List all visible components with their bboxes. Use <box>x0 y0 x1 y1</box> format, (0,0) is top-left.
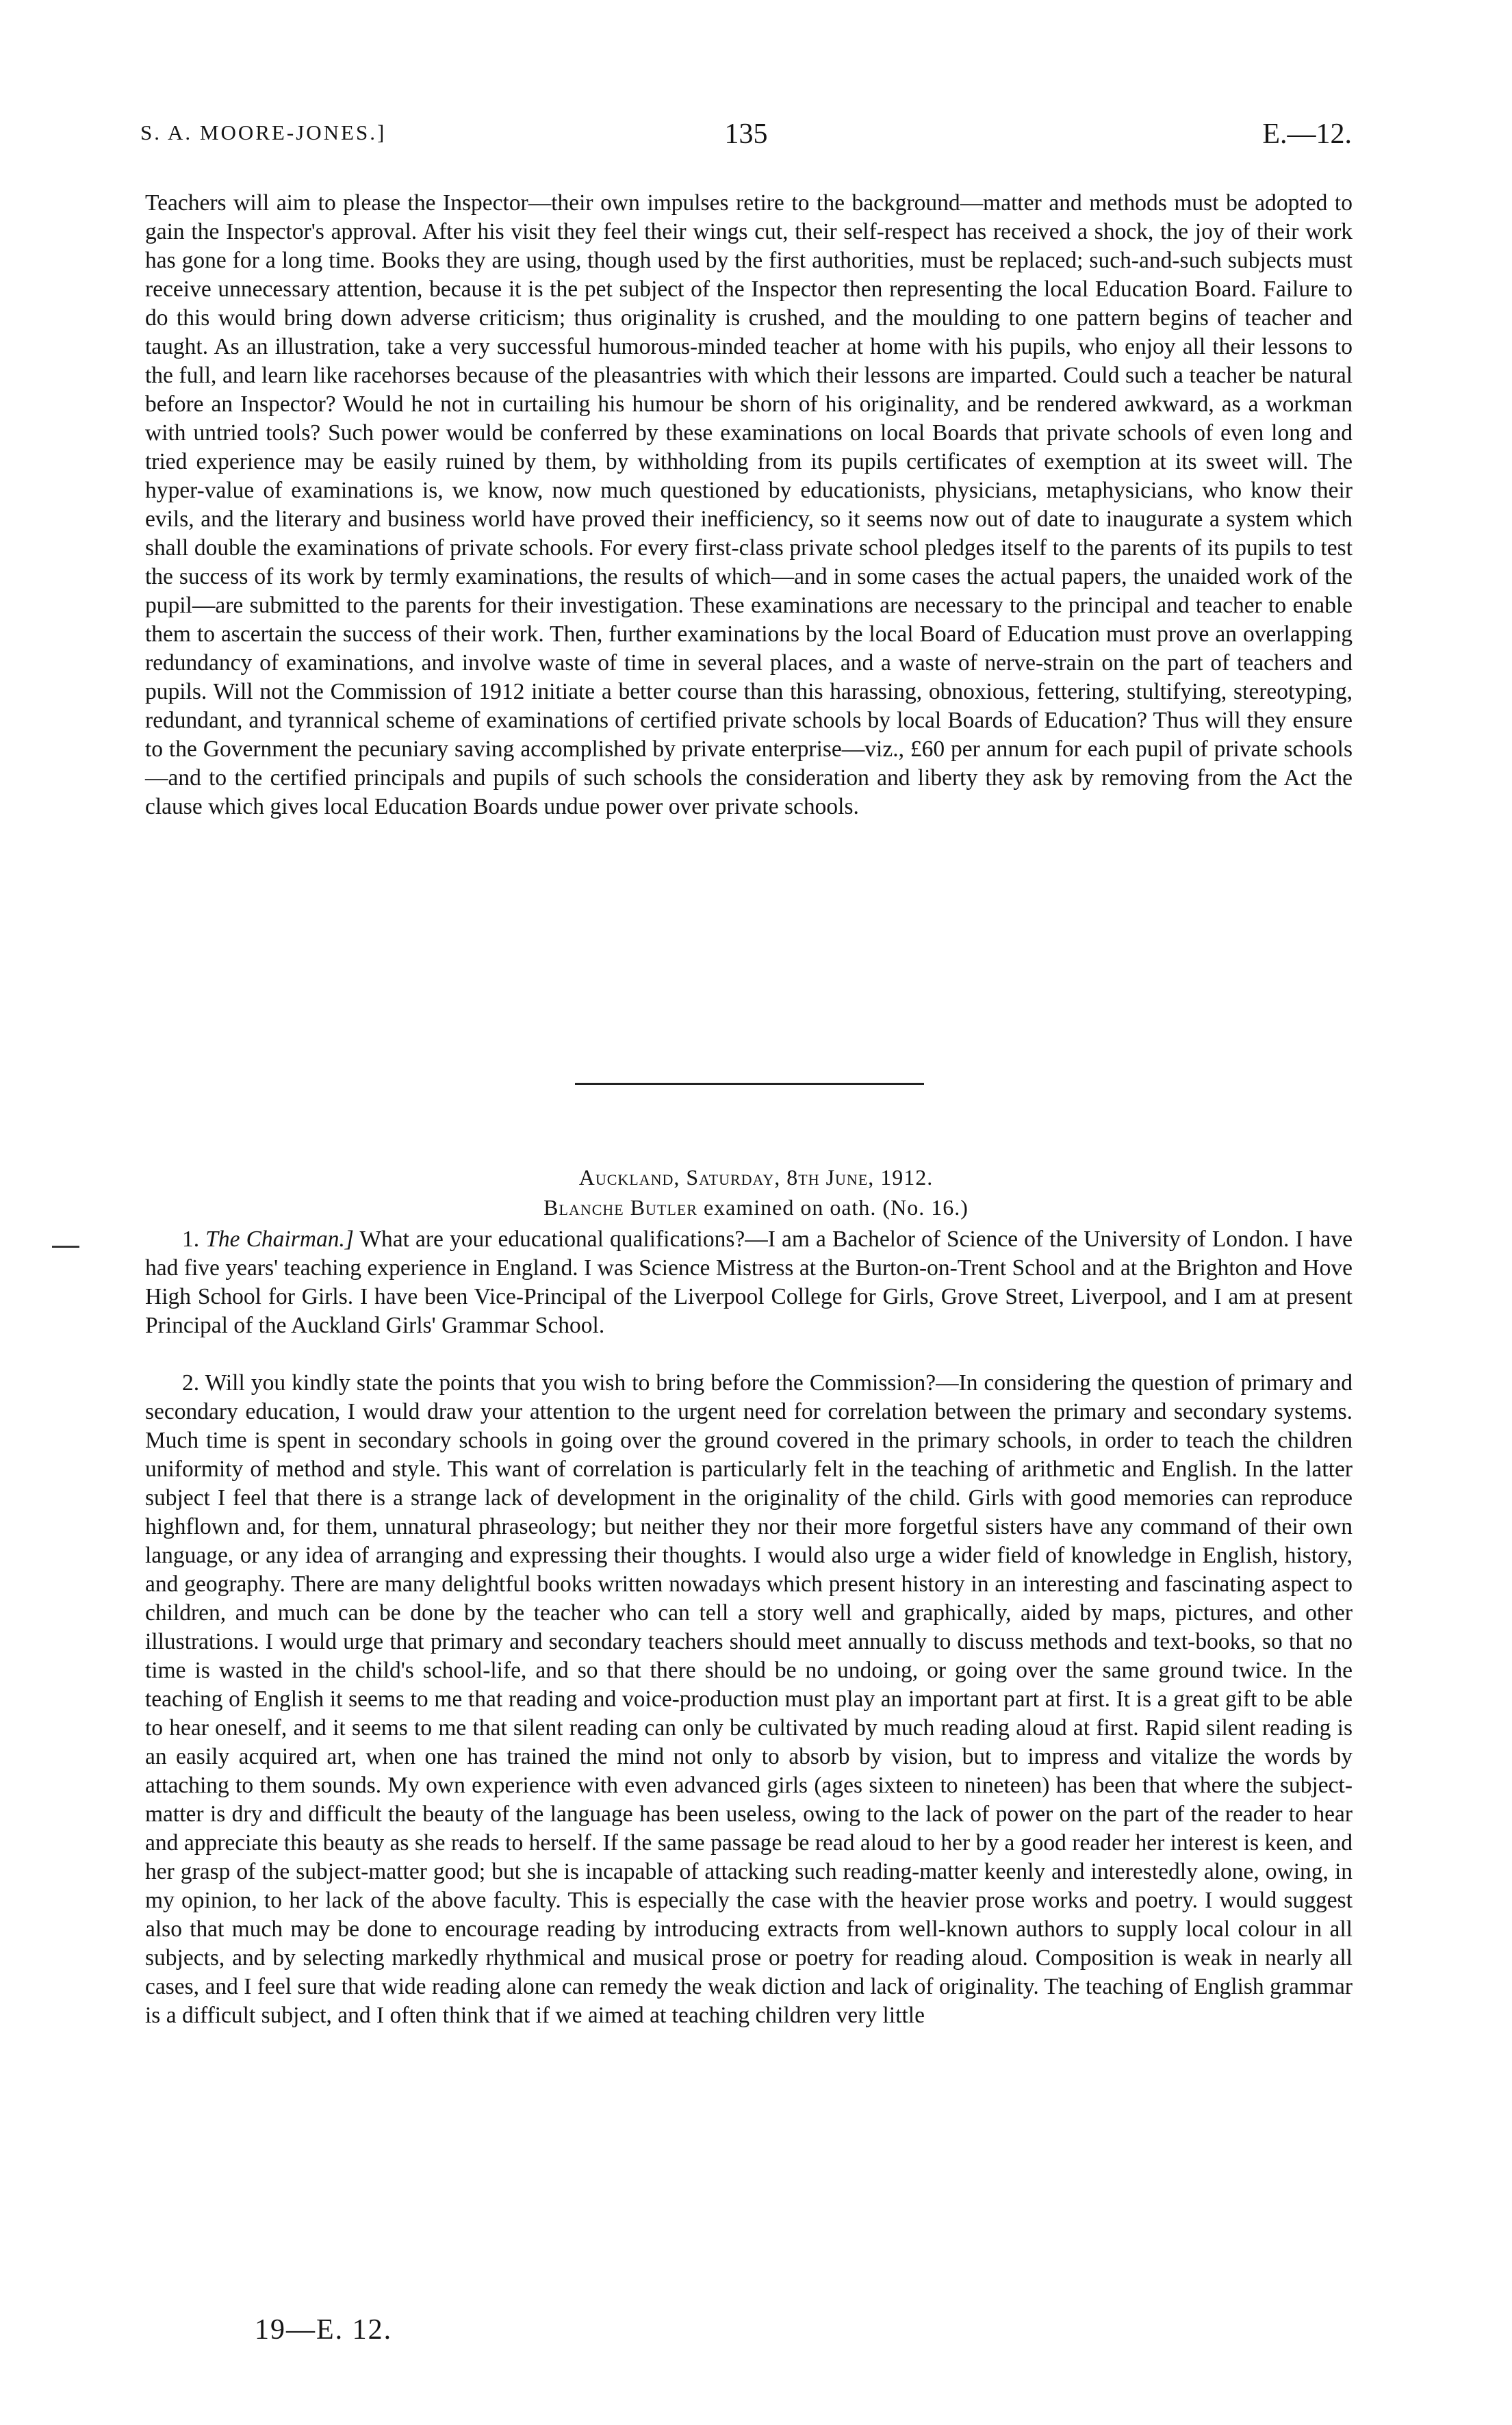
page-number: 135 <box>724 118 768 150</box>
page-footer-signature: 19—E. 12. <box>255 2314 393 2346</box>
question-1-speaker: The Chairman.] <box>205 1227 354 1252</box>
question-2-text: Will you kindly state the points that you wish to bring before the Commission?—In considering the question of primary and secondary education, I would draw your attention to the urgent need for correlation between the primary and secondary systems. Much time is spent in secondary schools in going over the ground covered in the primary schools, in order to teach the children uniformity of method and style. This want of correlation is particularly felt in the teaching of arithmetic and English. In the latter subject I feel that there is a strange lack of development in the originality of the child. Girls with good memories can reproduce highflown and, for them, unnatural phraseology; but neither they nor their more forgetful sisters have any command of their own language, or any idea of arranging and expressing their thoughts. I would also urge a wider field of knowledge in English, history, and geography. There are many delightful books written nowadays which present history in an interesting and fascinating aspect to children, and much can be done by the teacher who can tell a story well and graphically, aided by maps, pictures, and other illustrations. I would urge that primary and secondary teachers should meet annually to discuss methods and text-books, so that no time is wasted in the child's school-life, and so that there should be no undoing, or going over the same ground twice. In the teaching of English it seems to me that reading and voice-production must play an important part at first. It is a great gift to be able to hear oneself, and it seems to me that silent reading can only be cultivated by much reading aloud at first. Rapid silent reading is an easily acquired art, when one has trained the mind not only to absorb by vision, but to impress and vitalize the words by attaching to them sounds. My own experience with even advanced girls (ages sixteen to nineteen) has been that where the subject-matter is dry and difficult the beauty of the language has been useless, owing to the lack of power on the part of the reader to hear and appreciate this beauty as she reads to herself. If the same passage be read aloud to her by a good reader her interest is keen, and her grasp of the subject-matter good; but she is incapable of attacking such reading-matter keenly and interestedly alone, owing, in my opinion, to her lack of the above faculty. This is especially the case with the heavier prose works and poetry. I would suggest also that much may be done to encourage reading by introducing extracts from well-known authors to supply local colour in all subjects, and by selecting markedly rhythmical and musical prose or poetry for reading aloud. Composition is weak in nearly all cases, and I feel sure that wide reading alone can remedy the weak diction and lack of originality. The teaching of English grammar is a difficult subject, and I often think that if we aimed at teaching children very little <box>145 1370 1353 2028</box>
running-head-author: S. A. MOORE-JONES.] <box>140 120 387 144</box>
question-1-number: 1. <box>182 1227 200 1252</box>
witness-name: Blanche Butler <box>543 1195 697 1220</box>
document-code: E.—12. <box>1262 118 1352 150</box>
witness-suffix: examined on oath. (No. 16.) <box>703 1195 969 1220</box>
section-divider <box>575 1083 924 1085</box>
margin-dash <box>52 1246 79 1248</box>
question-1-text: What are your educational qualifications?—I am a Bachelor of Science of the University of London. I have had five years' teaching experience in England. I was Science Mistress at the Burton-on-Trent School and at the Brighton and Hove High School for Girls. I have been Vice-Principal of the Liverpool College for Girls, Grove Street, Liverpool, and I am at present Principal of the Auckland Girls' Grammar School. <box>145 1227 1353 1338</box>
witness-heading <box>0 1195 1512 1220</box>
question-1 <box>145 1225 1353 1340</box>
session-place-date: Auckland, Saturday, 8th June, 1912. <box>578 1165 934 1190</box>
question-2 <box>145 1369 1353 2030</box>
page-header <box>140 118 1352 152</box>
question-2-number: 2. <box>182 1370 200 1396</box>
opening-paragraph: Teachers will aim to please the Inspector—their own impulses retire to the background—matter and methods must be adopted to gain the Inspector's approval. After his visit they feel their wings cut, their self-respect has received a shock, the joy of their work has gone for a long time. Books they are using, though used by the first authorities, must be replaced; such-and-such subjects must receive unnecessary attention, because it is the pet subject of the Inspector then representing the local Education Board. Failure to do this would bring down adverse criticism; thus originality is crushed, and the moulding to one pattern begins of teacher and taught. As an illustration, take a very successful humorous-minded teacher at home with his pupils, who enjoy all their lessons to the full, and learn like racehorses because of the pleasantries with which their lessons are imparted. Could such a teacher be natural before an Inspector? Would he not in curtailing his humour be shorn of his originality, and be rendered awkward, as a workman with untried tools? Such power would be conferred by these examinations on local Boards that private schools of even long and tried experience may be easily ruined by them, by withholding from its pupils certificates of exemption at its sweet will. The hyper-value of examinations is, we know, now much questioned by educationists, physicians, metaphysicians, who know their evils, and the literary and business world have proved their inefficiency, so it seems now out of date to inaugurate a system which shall double the examinations of private schools. For every first-class private school pledges itself to the parents of its pupils to test the success of its work by termly examinations, the results of which—and in some cases the actual papers, the unaided work of the pupil—are submitted to the parents for their investigation. These examinations are necessary to the principal and teacher to enable them to ascertain the success of their work. Then, further examinations by the local Board of Education must prove an overlapping redundancy of examinations, and involve waste of time in several places, and a waste of nerve-strain on the part of teachers and pupils. Will not the Commission of 1912 initiate a better course than this harassing, obnoxious, fettering, stultifying, stereotyping, redundant, and tyrannical scheme of examinations of certified private schools by local Boards of Education? Thus will they ensure to the Government the pecuniary saving accomplished by private enterprise—viz., £60 per annum for each pupil of private schools—and to the certified principals and pupils of such schools the consideration and liberty they ask by removing from the Act the clause which gives local Education Boards undue power over private schools. <box>145 190 1353 819</box>
